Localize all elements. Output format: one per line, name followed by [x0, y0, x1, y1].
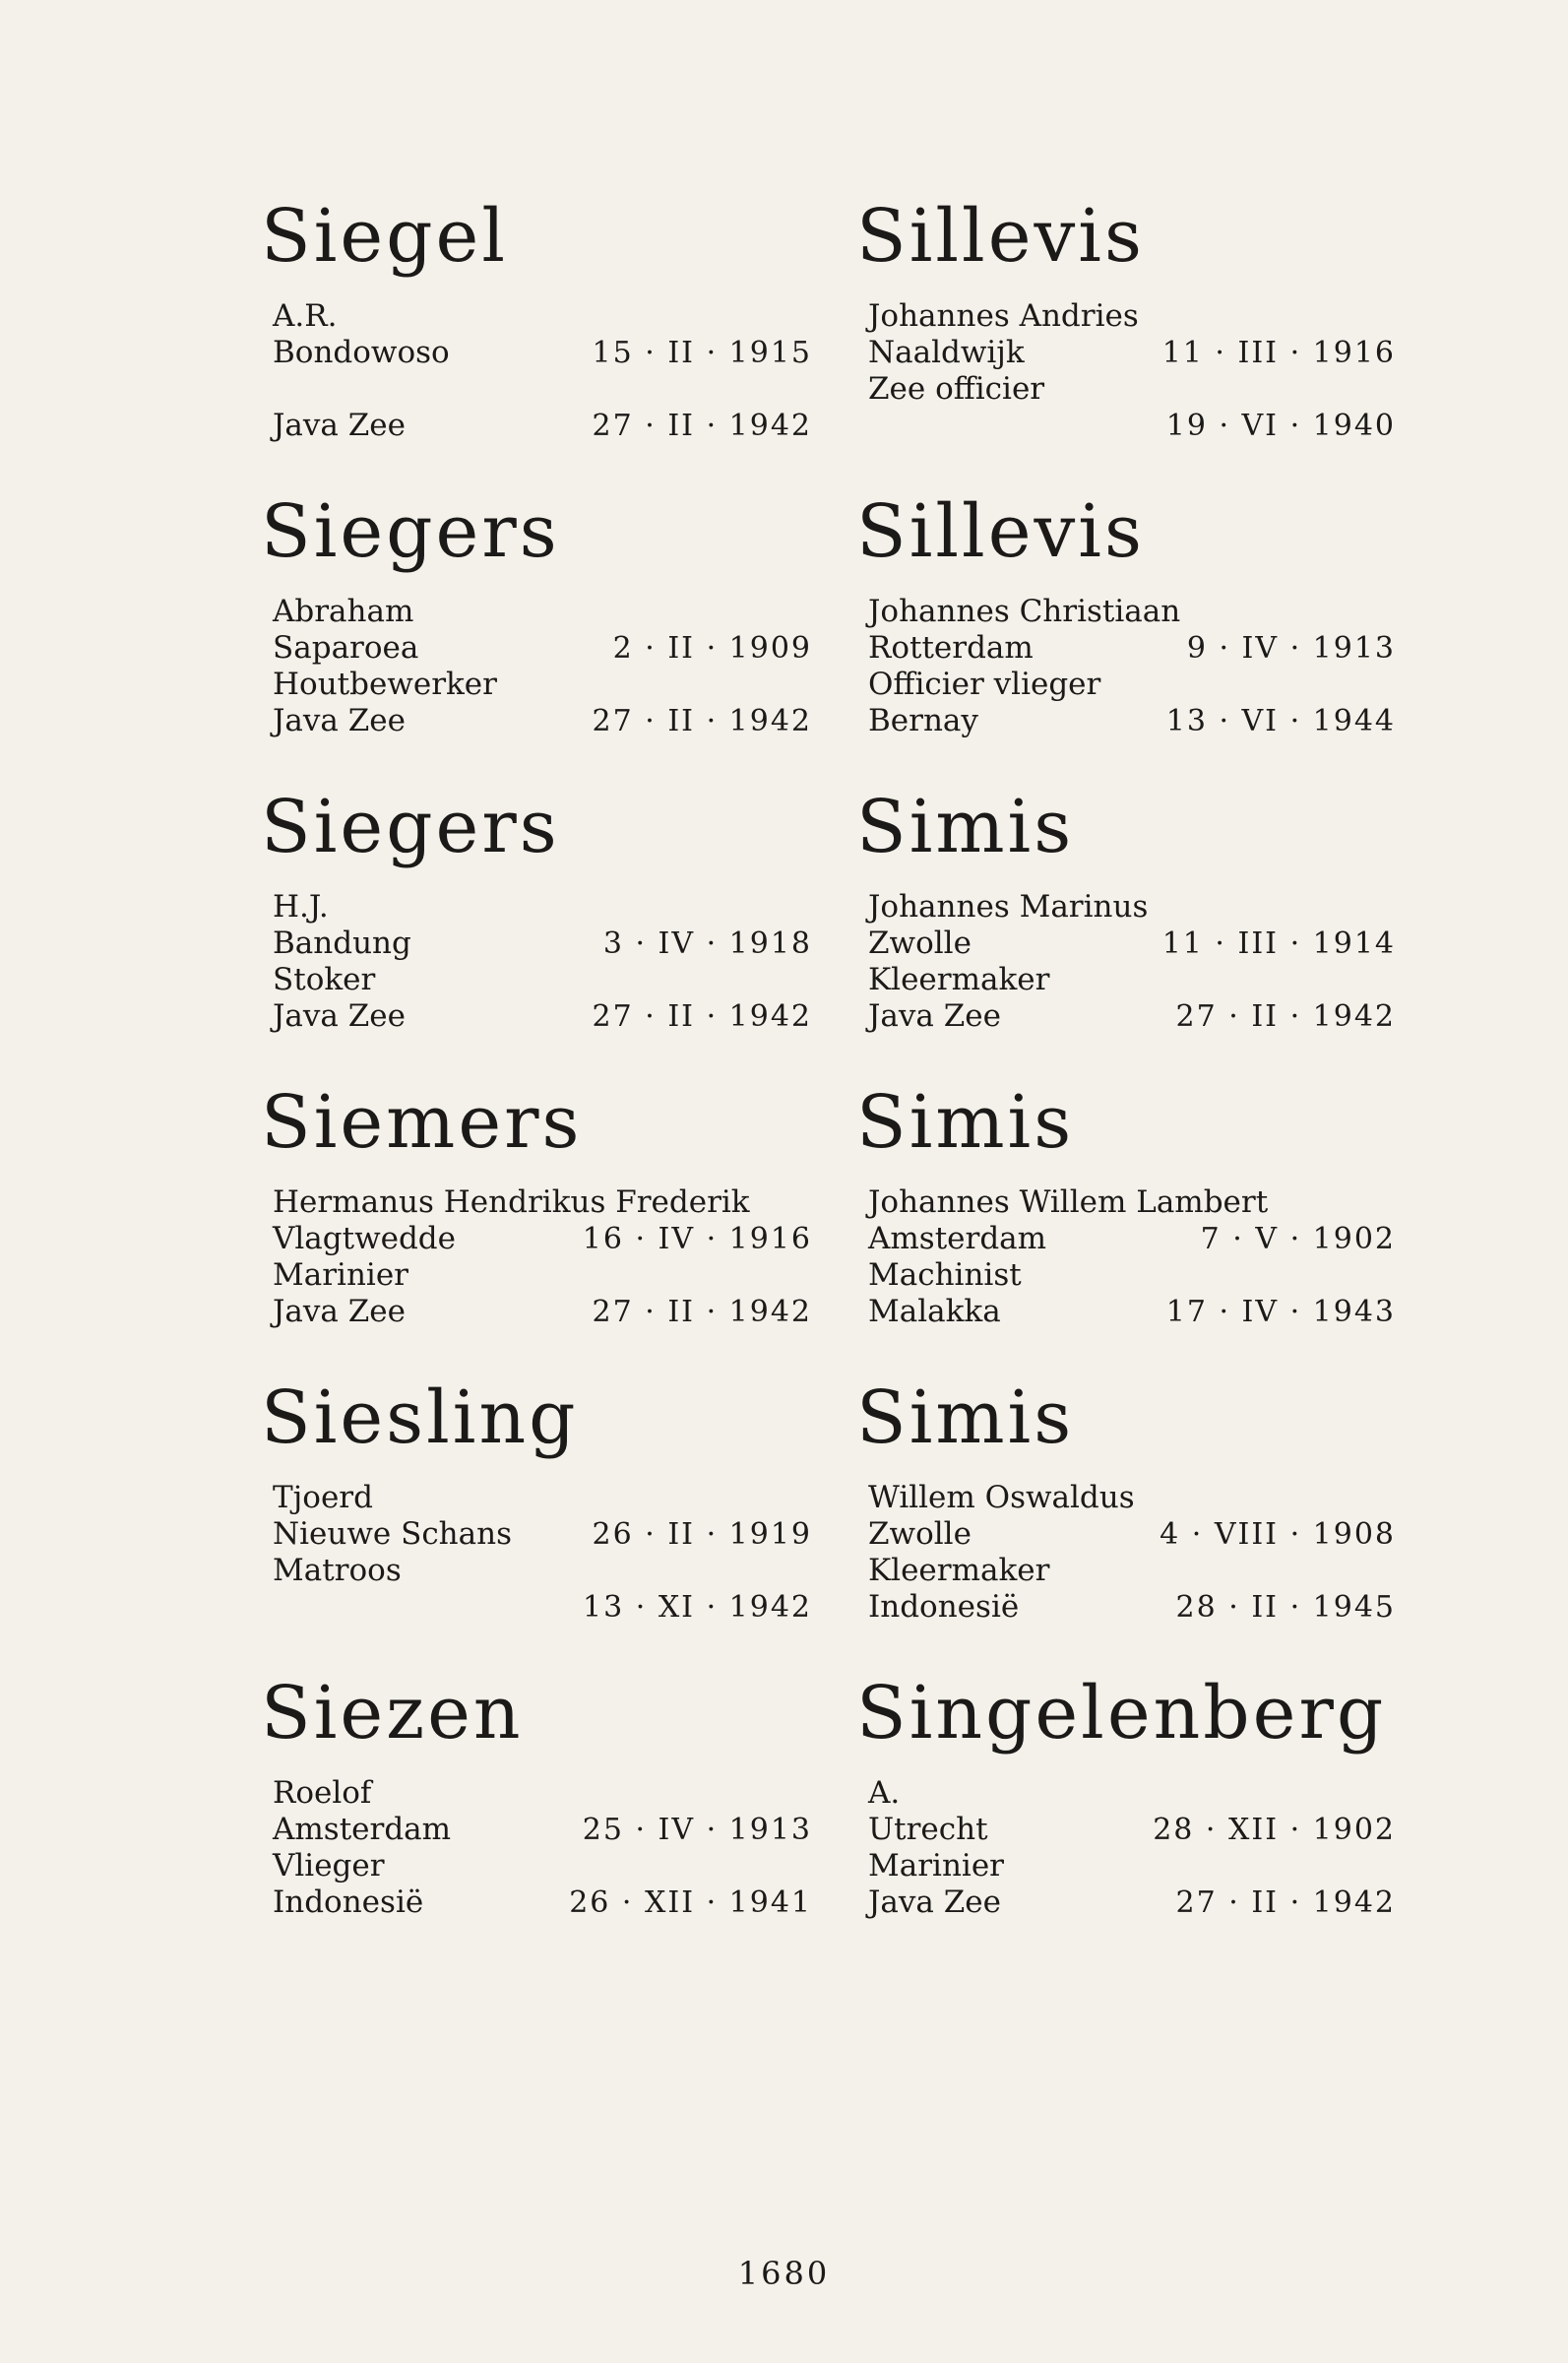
death-place: Java Zee — [868, 998, 1001, 1034]
death-date: 13 · VI · 1944 — [1165, 704, 1396, 738]
birth-date: 9 · IV · 1913 — [1186, 631, 1396, 666]
birth-line — [856, 1221, 1408, 1257]
death-line — [261, 998, 812, 1035]
occupation: Machinist — [868, 1257, 1022, 1293]
surname: Sillevis — [856, 489, 1145, 574]
death-line — [261, 703, 812, 739]
occupation: Kleermaker — [868, 1553, 1050, 1588]
occupation-line — [856, 1848, 1408, 1884]
birth-date: 2 · II · 1909 — [612, 631, 812, 666]
entry — [856, 1078, 1408, 1373]
death-date: 27 · II · 1942 — [592, 1295, 812, 1329]
birth-line — [261, 630, 812, 667]
entry — [261, 1373, 812, 1669]
death-date: 27 · II · 1942 — [592, 999, 812, 1034]
given-name: Johannes Christiaan — [868, 594, 1181, 629]
birth-date: 26 · II · 1919 — [592, 1517, 812, 1552]
given-name-line — [856, 1184, 1408, 1221]
given-name: A.R. — [273, 298, 338, 334]
occupation-line — [261, 1553, 812, 1589]
death-line — [856, 408, 1408, 444]
entry — [856, 1669, 1408, 1964]
birthplace: Naaldwijk — [868, 335, 1025, 370]
death-date: 17 · IV · 1943 — [1165, 1295, 1396, 1329]
occupation-line — [261, 962, 812, 998]
birth-date: 4 · VIII · 1908 — [1160, 1517, 1396, 1552]
death-place: Indonesië — [868, 1589, 1020, 1625]
surname: Sillevis — [856, 194, 1145, 279]
given-name-line — [261, 889, 812, 926]
birth-line — [261, 335, 812, 371]
birth-line — [261, 1221, 812, 1257]
occupation: Matroos — [273, 1553, 402, 1588]
entry — [261, 1669, 812, 1964]
occupation: Kleermaker — [868, 962, 1050, 997]
death-line — [856, 703, 1408, 739]
surname: Singelenberg — [856, 1671, 1387, 1756]
birth-date: 28 · XII · 1902 — [1153, 1813, 1396, 1847]
occupation-line — [261, 371, 812, 408]
birth-line — [856, 1516, 1408, 1553]
given-name: Roelof — [273, 1775, 372, 1811]
birth-date: 16 · IV · 1916 — [582, 1222, 812, 1256]
occupation-line — [261, 1848, 812, 1884]
given-name-line — [261, 298, 812, 335]
occupation-line — [856, 1257, 1408, 1294]
death-place: Malakka — [868, 1294, 1001, 1329]
birthplace: Bandung — [273, 926, 411, 961]
surname: Siesling — [261, 1375, 579, 1460]
given-name-line — [856, 298, 1408, 335]
occupation: Zee officier — [868, 371, 1045, 407]
given-name-line — [856, 889, 1408, 926]
death-place: Bernay — [868, 703, 978, 738]
given-name: Abraham — [273, 594, 414, 629]
given-name: Hermanus Hendrikus Frederik — [273, 1184, 750, 1220]
right-column — [856, 192, 1408, 1964]
death-date: 28 · II · 1945 — [1175, 1590, 1396, 1625]
given-name: Johannes Willem Lambert — [868, 1184, 1269, 1220]
death-date: 27 · II · 1942 — [592, 409, 812, 443]
given-name-line — [856, 594, 1408, 630]
birth-date: 11 · III · 1914 — [1161, 926, 1396, 961]
occupation-line — [856, 371, 1408, 408]
birth-line — [856, 335, 1408, 371]
birthplace: Zwolle — [868, 1516, 972, 1552]
occupation-line — [261, 1257, 812, 1294]
occupation: Vlieger — [273, 1848, 385, 1884]
left-column — [261, 192, 812, 1964]
surname: Siegers — [261, 489, 560, 574]
birth-line — [856, 630, 1408, 667]
birth-line — [856, 926, 1408, 962]
given-name-line — [261, 1184, 812, 1221]
entry — [856, 192, 1408, 487]
birthplace: Amsterdam — [273, 1812, 452, 1847]
entry — [856, 1373, 1408, 1669]
given-name-line — [856, 1480, 1408, 1516]
entry — [261, 783, 812, 1078]
birth-date: 15 · II · 1915 — [592, 336, 812, 370]
death-date: 27 · II · 1942 — [1175, 1885, 1396, 1920]
birthplace: Rotterdam — [868, 630, 1034, 666]
death-date: 13 · XI · 1942 — [583, 1590, 812, 1625]
occupation: Houtbewerker — [273, 667, 497, 702]
death-line — [856, 1294, 1408, 1330]
surname: Siemers — [261, 1080, 583, 1165]
entry — [856, 783, 1408, 1078]
birthplace: Zwolle — [868, 926, 972, 961]
given-name-line — [261, 1480, 812, 1516]
given-name: Willem Oswaldus — [868, 1480, 1135, 1515]
birthplace: Amsterdam — [868, 1221, 1047, 1256]
entry — [261, 192, 812, 487]
occupation: Officier vlieger — [868, 667, 1101, 702]
surname: Siegel — [261, 194, 508, 279]
surname: Simis — [856, 785, 1075, 869]
birthplace: Bondowoso — [273, 335, 450, 370]
occupation-line — [261, 667, 812, 703]
birthplace: Vlagtwedde — [273, 1221, 456, 1256]
birthplace: Nieuwe Schans — [273, 1516, 513, 1552]
death-place: Java Zee — [273, 703, 406, 738]
given-name: A. — [868, 1775, 901, 1811]
entry — [261, 1078, 812, 1373]
surname: Siegers — [261, 785, 560, 869]
death-date: 26 · XII · 1941 — [569, 1885, 812, 1920]
given-name-line — [856, 1775, 1408, 1812]
death-line — [856, 1589, 1408, 1626]
death-line — [261, 1294, 812, 1330]
given-name: H.J. — [273, 889, 329, 925]
page-number: 1680 — [737, 2255, 831, 2292]
death-place: Java Zee — [868, 1884, 1001, 1920]
death-date: 27 · II · 1942 — [1175, 999, 1396, 1034]
given-name: Tjoerd — [273, 1480, 373, 1515]
death-line — [261, 1589, 812, 1626]
given-name: Johannes Andries — [868, 298, 1139, 334]
death-place: Indonesië — [273, 1884, 424, 1920]
occupation: Marinier — [868, 1848, 1005, 1884]
birth-line — [261, 1516, 812, 1553]
given-name-line — [261, 1775, 812, 1812]
entry — [856, 487, 1408, 783]
surname: Simis — [856, 1080, 1075, 1165]
death-place: Java Zee — [273, 408, 406, 443]
death-line — [261, 1884, 812, 1921]
birth-line — [856, 1812, 1408, 1848]
birth-line — [261, 926, 812, 962]
birthplace: Utrecht — [868, 1812, 988, 1847]
surname: Simis — [856, 1375, 1075, 1460]
occupation-line — [856, 1553, 1408, 1589]
birth-line — [261, 1812, 812, 1848]
birthplace: Saparoea — [273, 630, 419, 666]
death-date: 27 · II · 1942 — [592, 704, 812, 738]
birth-date: 3 · IV · 1918 — [602, 926, 812, 961]
death-line — [261, 408, 812, 444]
death-line — [856, 998, 1408, 1035]
birth-date: 11 · III · 1916 — [1161, 336, 1396, 370]
occupation-line — [856, 962, 1408, 998]
given-name-line — [261, 594, 812, 630]
given-name: Johannes Marinus — [868, 889, 1149, 925]
occupation-line — [856, 667, 1408, 703]
death-date: 19 · VI · 1940 — [1165, 409, 1396, 443]
birth-date: 25 · IV · 1913 — [582, 1813, 812, 1847]
death-place: Java Zee — [273, 1294, 406, 1329]
death-place: Java Zee — [273, 998, 406, 1034]
entry — [261, 487, 812, 783]
occupation: Stoker — [273, 962, 376, 997]
death-line — [856, 1884, 1408, 1921]
birth-date: 7 · V · 1902 — [1200, 1222, 1396, 1256]
surname: Siezen — [261, 1671, 524, 1756]
occupation: Marinier — [273, 1257, 409, 1293]
